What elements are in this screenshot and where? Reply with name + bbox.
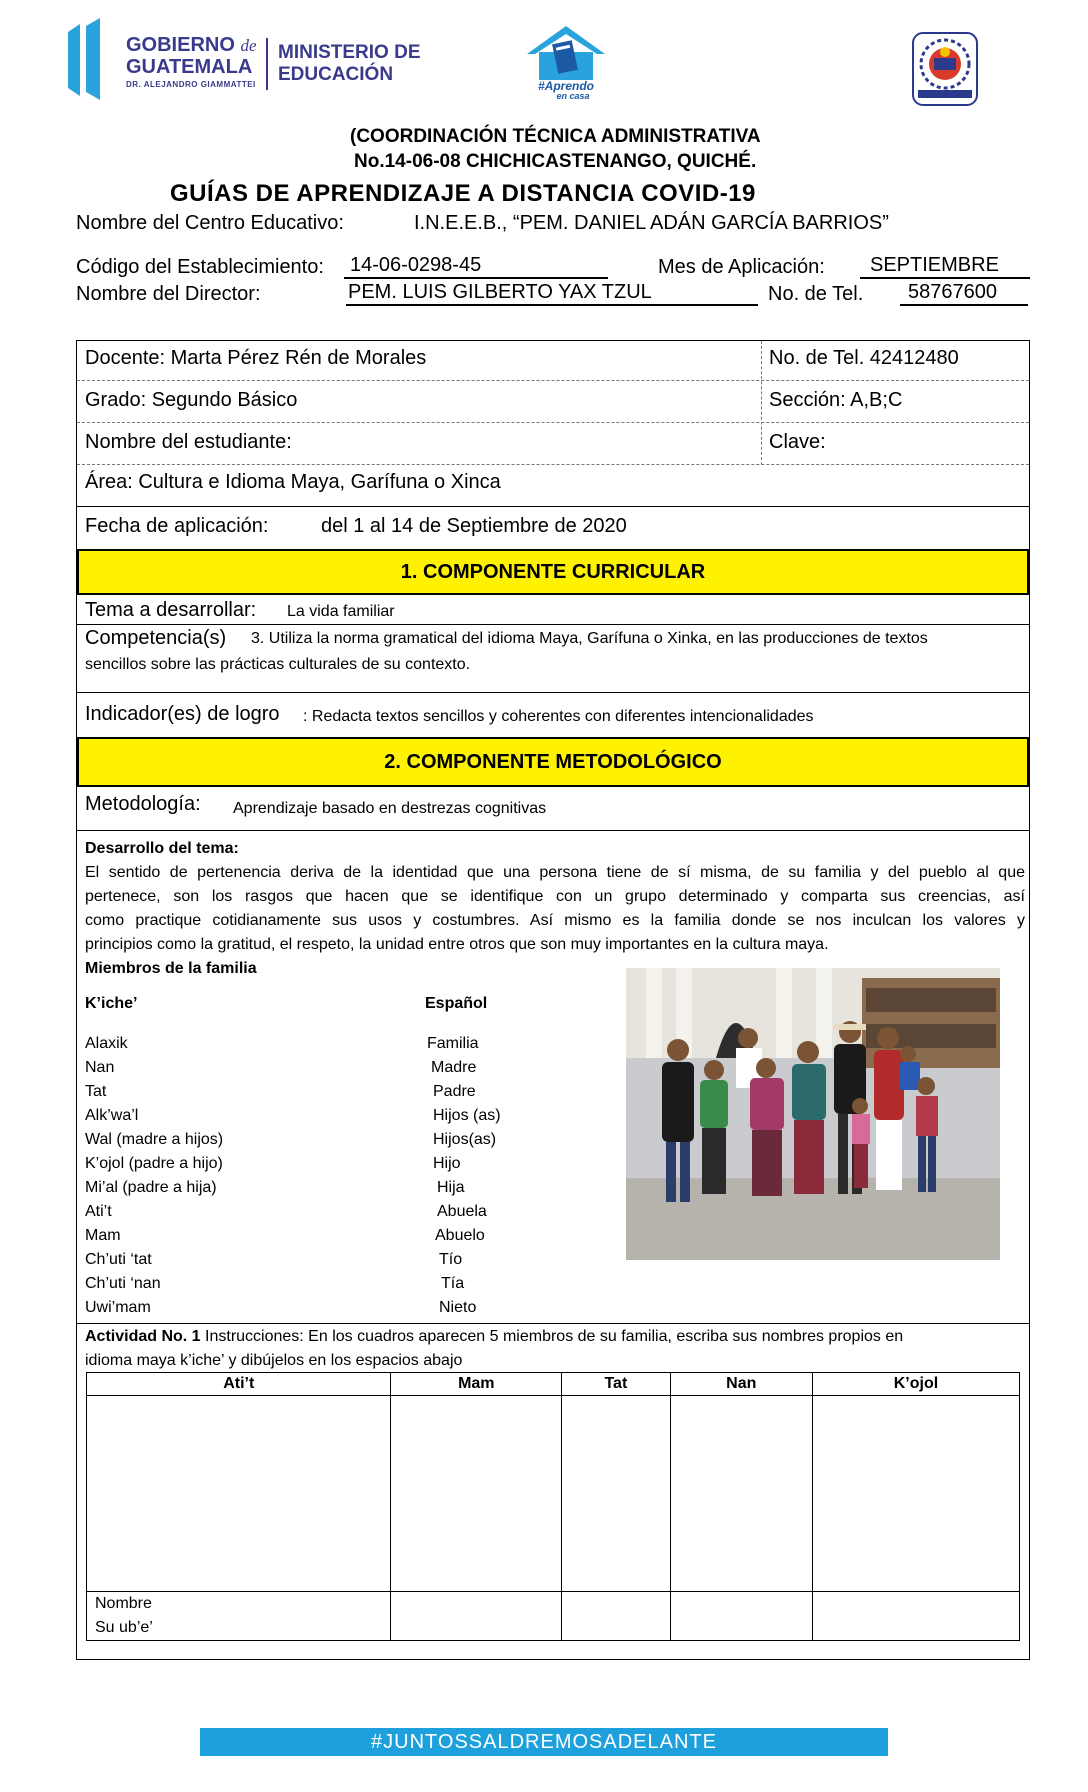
codigo-row	[76, 254, 999, 279]
seccion-text: Sección: A,B;C	[769, 389, 903, 411]
vocab-kiche: Alaxik	[85, 1035, 128, 1052]
fecha-value: del 1 al 14 de Septiembre de 2020	[321, 515, 627, 537]
svg-text:en casa: en casa	[556, 91, 590, 100]
vocab-kiche: Alk’wa’l	[85, 1107, 139, 1124]
indicador-label: Indicador(es) de logro	[85, 703, 280, 725]
drawing-cell[interactable]	[562, 1396, 670, 1592]
vocab-espanol: Padre	[433, 1083, 476, 1100]
mes-value: SEPTIEMBRE	[860, 254, 1030, 279]
desarrollo-line-1: El sentido de pertenencia deriva de la identidad que una persona tiene de sí misma, de su familia y del pueblo al que	[85, 864, 1025, 881]
table-header-mam: Mam	[391, 1373, 562, 1396]
actividad-table	[86, 1372, 1020, 1641]
ministerio-text: MINISTERIO DE	[278, 42, 421, 63]
estudiante-label: Nombre del estudiante:	[85, 431, 292, 453]
nombre-cell[interactable]	[562, 1592, 670, 1641]
vocab-espanol: Abuela	[437, 1203, 487, 1220]
table-header-atit: Ati’t	[87, 1373, 391, 1396]
estudiante-row	[77, 423, 1029, 465]
actividad-instrucciones: Instrucciones: En los cuadros aparecen 5 miembros de su familia, escriba sus nombres propios en	[200, 1328, 904, 1345]
nombre-row	[87, 1592, 1020, 1641]
indicador-row	[77, 693, 1029, 737]
vocab-espanol: Hija	[437, 1179, 465, 1196]
vocab-kiche: Ch’uti ‘nan	[85, 1275, 161, 1292]
actividad-label: Actividad No. 1	[85, 1328, 201, 1345]
docente-row	[77, 341, 1029, 381]
vocab-espanol: Madre	[431, 1059, 477, 1076]
vocab-kiche: Mi’al (padre a hija)	[85, 1179, 217, 1196]
vocab-kiche: Uwi’mam	[85, 1299, 151, 1316]
centro-educativo-row	[76, 212, 889, 235]
competencia-line-2: sencillos sobre las prácticas culturales de su contexto.	[85, 656, 471, 673]
desarrollo-line-3: como practique cotidianamente sus usos y costumbres. Así mismo es la familia donde se nos inculcan los valores y	[85, 912, 1025, 929]
codigo-value: 14-06-0298-45	[344, 254, 608, 279]
tema-value: La vida familiar	[287, 603, 395, 620]
componente-metodologico-header: 2. COMPONENTE METODOLÓGICO	[77, 737, 1029, 787]
fecha-row	[77, 507, 1029, 547]
nombre-cell[interactable]	[391, 1592, 562, 1641]
mes-label: Mes de Aplicación:	[658, 256, 825, 278]
vocab-espanol: Hijos(as)	[433, 1131, 497, 1148]
director-row	[76, 281, 997, 306]
desarrollo-label: Desarrollo del tema:	[85, 840, 239, 857]
centro-label: Nombre del Centro Educativo:	[76, 212, 344, 234]
grado-row	[77, 381, 1029, 423]
vocab-kiche: Tat	[85, 1083, 107, 1100]
centro-value: I.N.E.E.B., “PEM. DANIEL ADÁN GARCÍA BARRIOS”	[414, 212, 889, 234]
nombre-cell[interactable]	[670, 1592, 812, 1641]
logo-divider	[266, 38, 268, 90]
director-tel-value: 58767600	[900, 281, 1028, 306]
kiche-column-header: K’iche’	[85, 995, 138, 1012]
family-photo	[626, 968, 1000, 1260]
metodologia-row	[77, 787, 1029, 831]
director-tel-label: No. de Tel.	[768, 283, 864, 305]
competencia-line-1: 3. Utiliza la norma gramatical del idioma Maya, Garífuna o Xinka, en las producciones de textos	[251, 630, 928, 647]
codigo-label: Código del Establecimiento:	[76, 256, 324, 278]
vocab-espanol: Tío	[439, 1251, 463, 1268]
footer-hashtag-banner: #JUNTOSSALDREMOSADELANTE	[200, 1728, 888, 1756]
nombre-label: Nombre	[95, 1595, 152, 1612]
director-label: Nombre del Director:	[76, 283, 261, 305]
aprendo-en-casa-logo	[525, 24, 607, 100]
actividad-line-1	[85, 1325, 1025, 1349]
desarrollo-line-4: principios como la gratitud, el respeto, la unidad entre otros que son muy importantes en la cultura maya.	[85, 936, 829, 953]
educacion-text: EDUCACIÓN	[278, 64, 394, 85]
su-ube-label: Su ub’e’	[95, 1619, 153, 1636]
vocab-espanol: Familia	[427, 1035, 479, 1052]
vocab-kiche: Wal (madre a hijos)	[85, 1131, 224, 1148]
vocab-kiche: Nan	[85, 1059, 115, 1076]
grado-text: Grado: Segundo Básico	[85, 389, 298, 411]
desarrollo-line-2: pertenece, son los rasgos que hacen que se identifique con un grupo determinado y comparta sus creencias, así	[85, 888, 1025, 905]
drawing-cell[interactable]	[391, 1396, 562, 1592]
gobierno-bars-icon	[66, 18, 114, 100]
guatemala-text: GUATEMALA	[126, 56, 253, 78]
drawing-cell[interactable]	[812, 1396, 1019, 1592]
drawing-cell[interactable]	[670, 1396, 812, 1592]
nombre-cell[interactable]	[812, 1592, 1019, 1641]
vocab-espanol: Nieto	[439, 1299, 477, 1316]
tema-label: Tema a desarrollar:	[85, 599, 257, 621]
docente-text: Docente: Marta Pérez Rén de Morales	[85, 347, 427, 369]
school-seal-logo	[912, 32, 978, 106]
competencia-label: Competencia(s)	[85, 627, 227, 649]
table-header-nan: Nan	[670, 1373, 812, 1396]
tema-row	[77, 595, 1029, 625]
area-text: Área: Cultura e Idioma Maya, Garífuna o Xinca	[85, 471, 501, 493]
metodologia-value: Aprendizaje basado en destrezas cognitivas	[233, 800, 547, 817]
actividad-divider	[77, 1323, 1029, 1324]
actividad-table-header-row	[87, 1373, 1020, 1396]
info-column-divider	[761, 341, 762, 465]
miembros-label: Miembros de la familia	[85, 960, 257, 977]
coordinacion-title: (COORDINACIÓN TÉCNICA ADMINISTRATIVA	[350, 126, 761, 147]
vocab-kiche: Mam	[85, 1227, 121, 1244]
drawing-row	[87, 1396, 1020, 1592]
drawing-cell[interactable]	[87, 1396, 391, 1592]
nombre-label-cell[interactable]	[87, 1592, 391, 1641]
table-header-tat: Tat	[562, 1373, 670, 1396]
actividad-line-2: idioma maya k’iche’ y dibújelos en los espacios abajo	[85, 1352, 463, 1369]
indicador-value: : Redacta textos sencillos y coherentes con diferentes intencionalidades	[303, 708, 814, 725]
metodologia-label: Metodología:	[85, 793, 201, 815]
vocab-kiche: Ati’t	[85, 1203, 112, 1220]
vocab-espanol: Abuelo	[435, 1227, 485, 1244]
director-value: PEM. LUIS GILBERTO YAX TZUL	[346, 281, 758, 306]
fecha-label: Fecha de aplicación:	[85, 515, 269, 537]
svg-text:#Aprendo: #Aprendo	[537, 79, 595, 93]
area-row	[77, 465, 1029, 507]
vocab-espanol: Hijo	[433, 1155, 461, 1172]
vocab-espanol: Hijos (as)	[433, 1107, 501, 1124]
componente-curricular-header: 1. COMPONENTE CURRICULAR	[77, 549, 1029, 595]
espanol-column-header: Español	[425, 995, 488, 1012]
coordinacion-number: No.14-06-08 CHICHICASTENANGO, QUICHÉ.	[354, 151, 757, 172]
competencia-row	[77, 625, 1029, 693]
president-text: DR. ALEJANDRO GIAMMATTEI	[126, 80, 256, 89]
page-title: GUÍAS DE APRENDIZAJE A DISTANCIA COVID-19	[170, 180, 756, 207]
vocab-espanol: Tía	[441, 1275, 465, 1292]
vocab-kiche: Ch’uti ‘tat	[85, 1251, 152, 1268]
gobierno-text: GOBIERNO de	[126, 34, 257, 56]
clave-label: Clave:	[769, 431, 826, 453]
vocab-kiche: K’ojol (padre a hijo)	[85, 1155, 223, 1172]
gobierno-logo	[66, 14, 434, 100]
table-header-kojol: K’ojol	[812, 1373, 1019, 1396]
docente-tel-text: No. de Tel. 42412480	[769, 347, 959, 369]
